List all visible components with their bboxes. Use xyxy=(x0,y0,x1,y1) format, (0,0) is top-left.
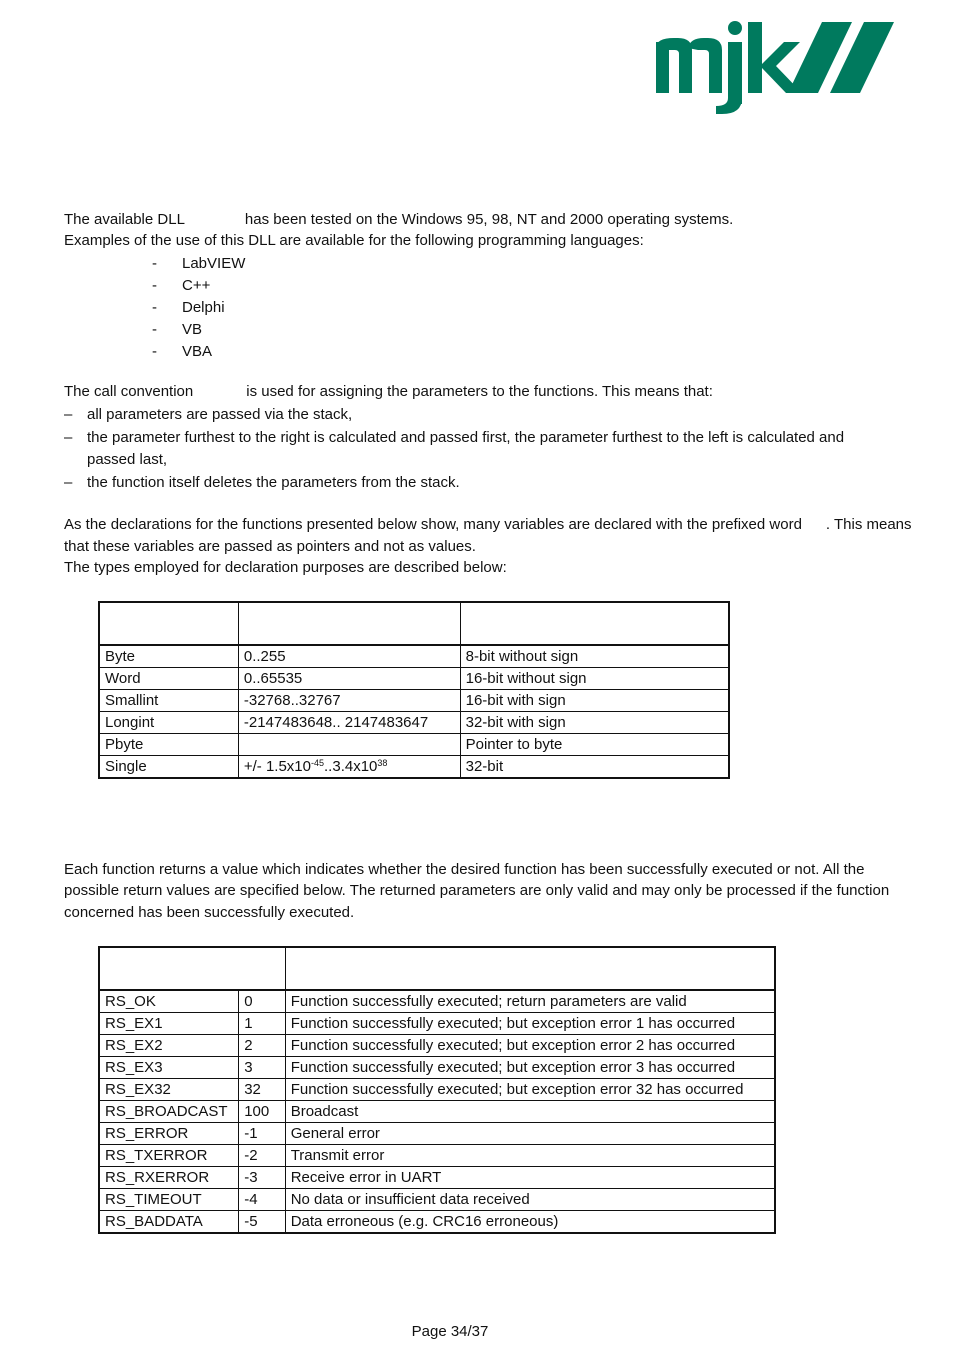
desc-cell: No data or insufficient data received xyxy=(285,1189,775,1211)
desc-cell: 32-bit with sign xyxy=(460,712,729,734)
table-row xyxy=(99,756,729,779)
list-item: - VB xyxy=(152,321,203,338)
table-row xyxy=(99,1211,775,1234)
range-cell xyxy=(238,734,460,756)
table-row xyxy=(99,1167,775,1189)
language-delphi: Delphi xyxy=(182,299,225,316)
table-row xyxy=(99,734,729,756)
name-cell: RS_TXERROR xyxy=(99,1145,239,1167)
header-cell xyxy=(99,602,238,645)
language-list xyxy=(152,253,245,363)
name-cell: RS_OK xyxy=(99,990,239,1013)
table-row xyxy=(99,712,729,734)
range-exponent: 38 xyxy=(377,758,388,768)
desc-cell: Transmit error xyxy=(285,1145,775,1167)
range-cell: 0..255 xyxy=(238,645,460,668)
name-cell: RS_BROADCAST xyxy=(99,1101,239,1123)
declarations-line-2: that these variables are passed as pointers and not as values. xyxy=(64,538,476,555)
name-cell: RS_ERROR xyxy=(99,1123,239,1145)
desc-cell: Function successfully executed; but exception error 2 has occurred xyxy=(285,1035,775,1057)
range-part: ..3.4x10 xyxy=(324,758,378,775)
value-cell: -2 xyxy=(239,1145,285,1167)
table-row xyxy=(99,690,729,712)
value-cell: -5 xyxy=(239,1211,285,1234)
value-cell: 100 xyxy=(239,1101,285,1123)
value-cell: -1 xyxy=(239,1123,285,1145)
desc-cell: Function successfully executed; but exception error 1 has occurred xyxy=(285,1013,775,1035)
desc-cell: Receive error in UART xyxy=(285,1167,775,1189)
desc-cell: 16-bit without sign xyxy=(460,668,729,690)
table-row xyxy=(99,990,775,1013)
table-row xyxy=(99,1123,775,1145)
desc-cell: 16-bit with sign xyxy=(460,690,729,712)
table-row xyxy=(99,668,729,690)
language-labview: LabVIEW xyxy=(182,255,246,272)
name-cell: RS_EX32 xyxy=(99,1079,239,1101)
returns-line-1: Each function returns a value which indicates whether the desired function has been successfully executed or not. All the xyxy=(64,861,865,878)
convention-intro xyxy=(64,381,713,403)
range-part: +/- 1.5x10 xyxy=(243,758,311,775)
language-vb: VB xyxy=(182,321,203,338)
header-cell xyxy=(285,947,775,990)
return-values-table xyxy=(98,946,776,1234)
desc-cell: Broadcast xyxy=(285,1101,775,1123)
table-row xyxy=(99,1057,775,1079)
name-cell: RS_EX2 xyxy=(99,1035,239,1057)
name-cell: RS_TIMEOUT xyxy=(99,1189,239,1211)
table-row xyxy=(99,1101,775,1123)
range-cell: -2147483648.. 2147483647 xyxy=(238,712,460,734)
returns-line-2: possible return values are specified below. The returned parameters are only valid and may only be processed if the function xyxy=(64,882,890,899)
list-item: - C++ xyxy=(152,277,211,294)
type-cell: Byte xyxy=(99,645,238,668)
value-cell: 32 xyxy=(239,1079,285,1101)
desc-cell: Function successfully executed; but exception error 32 has occurred xyxy=(285,1079,775,1101)
name-cell: RS_EX3 xyxy=(99,1057,239,1079)
convention-item-3: the function itself deletes the parameters from the stack. xyxy=(87,473,460,491)
list-item: – all parameters are passed via the stack, xyxy=(64,406,353,423)
convention-intro-end: is used for assigning the parameters to the functions. This means that: xyxy=(246,383,713,400)
name-cell: RS_RXERROR xyxy=(99,1167,239,1189)
list-item: – the function itself deletes the parameters from the stack. xyxy=(64,473,460,491)
table-header-row xyxy=(99,602,729,645)
table-row xyxy=(99,1145,775,1167)
value-cell: 1 xyxy=(239,1013,285,1035)
convention-item-2: the parameter furthest to the right is calculated and passed first, the parameter furthest to the left is calculated and passed last, xyxy=(87,429,845,468)
table-row xyxy=(99,1189,775,1211)
name-cell: RS_EX1 xyxy=(99,1013,239,1035)
table-header-row xyxy=(99,947,775,990)
declarations-line-1-end: . This means xyxy=(825,516,912,533)
mjk-logo xyxy=(652,18,900,114)
table-row xyxy=(99,1035,775,1057)
intro-line-1-start: The available DLL xyxy=(64,211,185,228)
intro-line-1-end: has been tested on the Windows 95, 98, NT and 2000 operating systems. xyxy=(244,211,734,228)
declarations-line-1-start: As the declarations for the functions presented below show, many variables are declared with the prefixed word xyxy=(64,516,802,533)
desc-cell: General error xyxy=(285,1123,775,1145)
declarations-line-3: The types employed for declaration purposes are described below: xyxy=(64,559,507,576)
desc-cell: 8-bit without sign xyxy=(460,645,729,668)
type-cell: Smallint xyxy=(99,690,238,712)
table-row xyxy=(99,1013,775,1035)
header-cell xyxy=(460,602,729,645)
language-cpp: C++ xyxy=(182,277,211,294)
desc-cell: Function successfully executed; but exception error 3 has occurred xyxy=(285,1057,775,1079)
header-cell xyxy=(238,602,460,645)
name-cell: RS_BADDATA xyxy=(99,1211,239,1234)
page-number: Page 34/37 xyxy=(411,1323,489,1340)
desc-cell: Function successfully executed; return parameters are valid xyxy=(285,990,775,1013)
type-cell: Pbyte xyxy=(99,734,238,756)
desc-cell: Data erroneous (e.g. CRC16 erroneous) xyxy=(285,1211,775,1234)
list-item: - LabVIEW xyxy=(152,255,246,272)
returns-line-3: concerned has been successfully executed. xyxy=(64,904,355,921)
value-cell: -3 xyxy=(239,1167,285,1189)
value-cell: 2 xyxy=(239,1035,285,1057)
list-item: - Delphi xyxy=(152,299,225,316)
intro-line-1 xyxy=(64,209,733,231)
range-cell: -32768..32767 xyxy=(238,690,460,712)
range-cell: 0..65535 xyxy=(238,668,460,690)
table-row xyxy=(99,1079,775,1101)
types-table xyxy=(98,601,730,779)
convention-intro-start: The call convention xyxy=(64,383,194,400)
range-cell xyxy=(238,756,460,779)
type-cell: Longint xyxy=(99,712,238,734)
language-vba: VBA xyxy=(182,343,213,360)
convention-list xyxy=(64,404,864,495)
list-item: - VBA xyxy=(152,343,213,360)
table-row xyxy=(99,645,729,668)
value-cell: 0 xyxy=(239,990,285,1013)
type-cell: Word xyxy=(99,668,238,690)
convention-item-1: all parameters are passed via the stack, xyxy=(87,406,353,423)
value-cell: -4 xyxy=(239,1189,285,1211)
declarations-line-1 xyxy=(64,514,912,536)
header-cell xyxy=(99,947,285,990)
value-cell: 3 xyxy=(239,1057,285,1079)
type-cell: Single xyxy=(99,756,238,779)
desc-cell: 32-bit xyxy=(460,756,729,779)
intro-line-2: Examples of the use of this DLL are available for the following programming languages: xyxy=(64,232,644,249)
list-item: – the parameter furthest to the right is calculated and passed first, the parameter furthest to the left is calculated and passed last, xyxy=(64,429,845,468)
range-exponent: -45 xyxy=(311,758,325,768)
desc-cell: Pointer to byte xyxy=(460,734,729,756)
